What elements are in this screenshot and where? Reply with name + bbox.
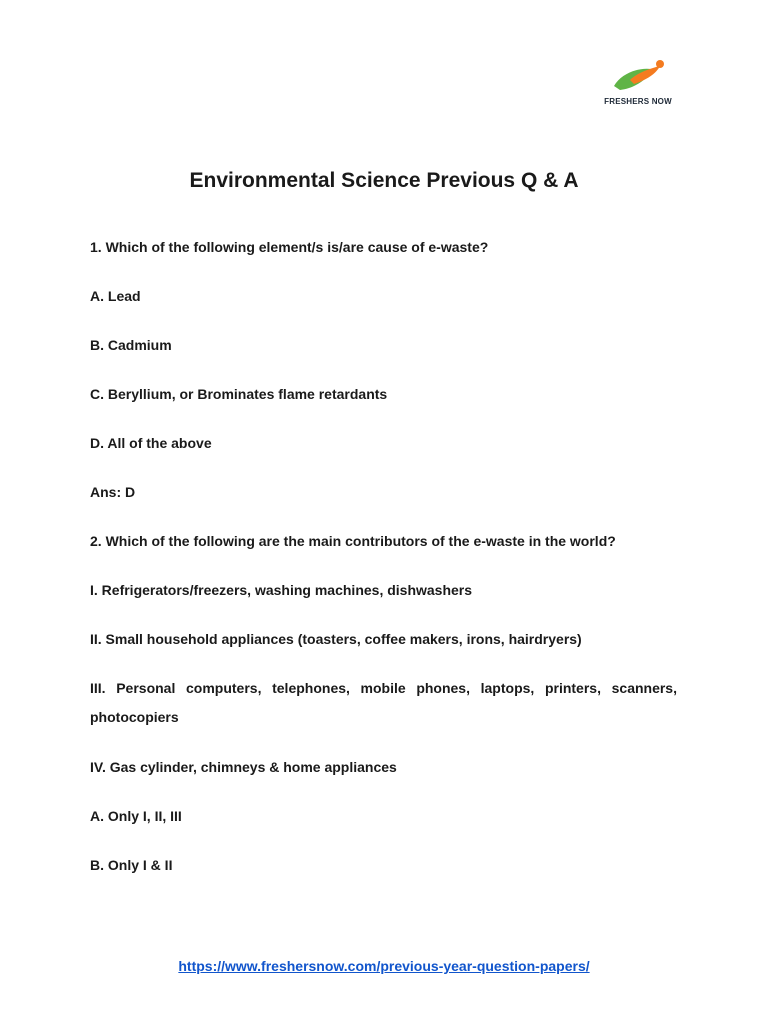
option-a: A. Lead	[90, 288, 141, 304]
answer-1: Ans: D	[90, 484, 136, 500]
brand-mark-icon	[612, 58, 666, 96]
option-a-2: A. Only I, II, III	[90, 808, 182, 824]
option-c: C. Beryllium, or Brominates flame retardants	[90, 386, 388, 402]
statement-ii: II. Small household appliances (toasters, coffee makers, irons, hairdryers)	[90, 631, 582, 647]
statement-iii: III. Personal computers, telephones, mobile phones, laptops, printers, scanners, photocopiers	[90, 680, 677, 725]
question-list	[90, 238, 677, 905]
footer	[0, 958, 768, 976]
option-b: B. Cadmium	[90, 337, 172, 353]
statement-i: I. Refrigerators/freezers, washing machines, dishwashers	[90, 582, 473, 598]
brand-name: FRESHERS NOW	[604, 97, 672, 106]
statement-iv: IV. Gas cylinder, chimneys & home appliances	[90, 759, 397, 775]
footer-link[interactable]: https://www.freshersnow.com/previous-year-question-papers/	[178, 958, 590, 974]
page-title: Environmental Science Previous Q & A	[189, 169, 579, 192]
question-2: 2. Which of the following are the main contributors of the e-waste in the world?	[90, 533, 616, 549]
option-d: D. All of the above	[90, 435, 212, 451]
freshers-now-logo	[598, 58, 678, 112]
option-b-2: B. Only I & II	[90, 857, 173, 873]
question-1: 1. Which of the following element/s is/are cause of e-waste?	[90, 239, 489, 255]
